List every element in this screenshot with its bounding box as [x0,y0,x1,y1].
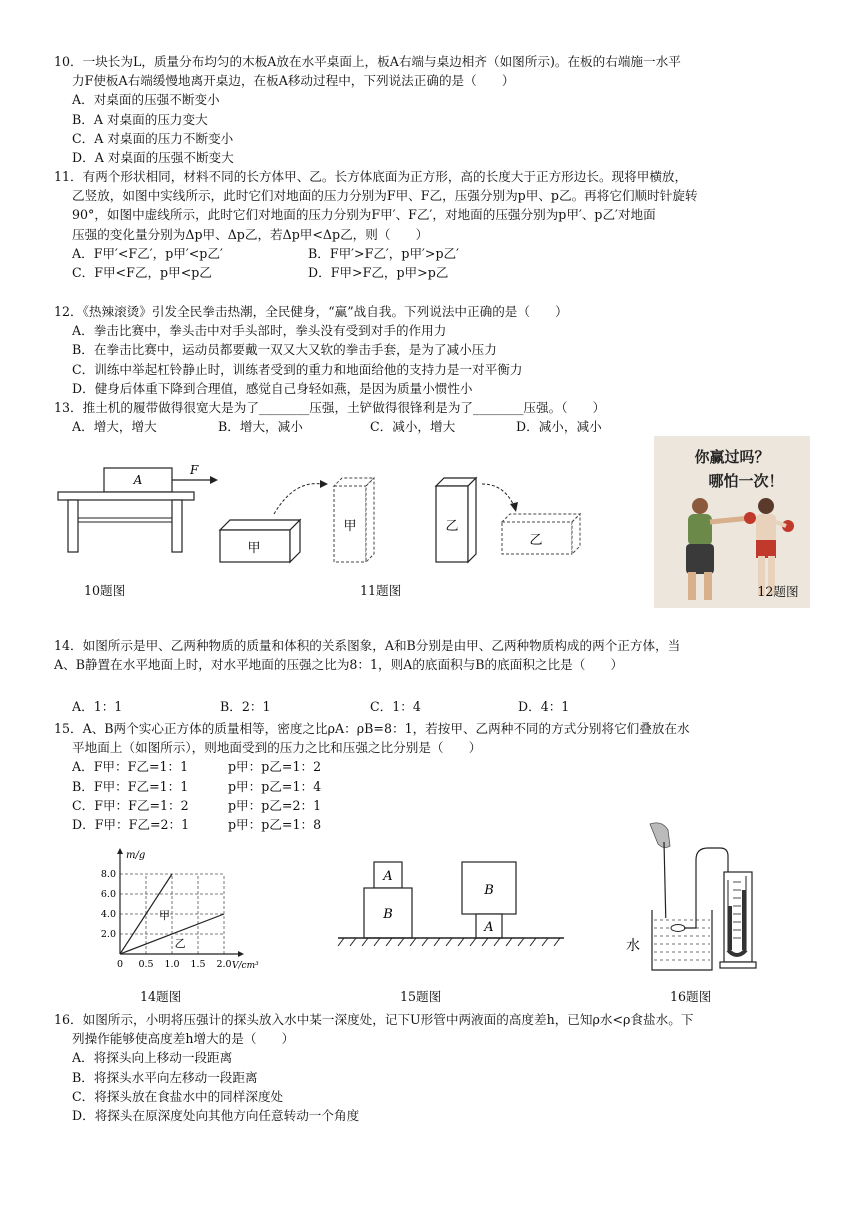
option-b: B．A 对桌面的压力变大 [72,111,208,127]
x-tick-label: 1.0 [164,959,180,970]
option-a: A．对桌面的压强不断变小 [72,92,220,108]
x-axis-arrow [238,951,244,957]
question-text: 16．如图所示，小明将压强计的探头放入水中某一深度处，记下U形管中两液面的高度差h，已知ρ水<ρ食盐水。下 [54,1012,694,1027]
option-d: D．4：1 [518,699,570,714]
option-a [54,757,814,776]
figure-10-table [54,460,224,560]
question-14 [54,636,814,674]
y-axis-label: m/g [126,850,146,861]
option-b [54,777,814,796]
question-text: 列操作能够使高度差h增大的是（ ） [72,1031,295,1047]
question-text: 15．A、B两个实心正方体的质量相等，密度之比ρA：ρB=8：1，若按甲、乙两种不同的方式分别将它们叠放在水 [54,721,690,736]
option-c: C．训练中举起杠铃静止时，训练者受到的重力和地面给他的支持力是一对平衡力 [72,361,523,377]
cube-b-label: B [484,883,494,898]
option-a-force: A．F甲：F乙=1：1 [72,759,189,775]
question-text: A、B静置在水平地面上时，对水平地面的压强之比为8：1，则A的底面积与B的底面积之比是（ ） [54,657,624,673]
y-tick-label: 8.0 [100,869,116,880]
yi-label-rotated: 乙 [529,533,543,548]
options-row [54,697,814,716]
question-text: 力F使板A右端缓慢地离开桌边，在板A移动过程中，下列说法正确的是（ ） [72,73,515,89]
option-d: D．健身后体重下降到合理值，感觉自己身轻如燕，是因为质量小惯性小 [72,380,473,396]
option-b: B．F甲′>F乙′，p甲′>p乙′ [308,245,459,261]
question-text: 平地面上（如图所示），则地面受到的压力之比和压强之比分别是（ ） [72,740,482,756]
options-row [54,244,814,263]
series-label-yi: 乙 [174,937,186,950]
question-12 [54,302,814,398]
figure-11-caption: 11题图 [360,583,402,598]
question-14-options [54,697,814,716]
question-11 [54,167,814,282]
jia-label-rotated: 甲 [343,519,357,534]
cube-b-label: B [383,907,393,922]
figure-14-mv-graph [92,846,262,978]
option-d: D．减小，减小 [516,419,602,435]
question-15 [54,719,814,834]
question-text: 11．有两个形状相同，材料不同的长方体甲、乙。长方体底面为正方形，高的长度大于正方形边长。现将甲横放， [54,169,688,184]
options-row [54,417,814,436]
cube-a-label: A [484,920,494,935]
question-16 [54,1010,814,1125]
option-b: B．将探头水平向左移动一段距离 [72,1069,258,1085]
option-d: D．A 对桌面的压强不断变大 [72,150,234,166]
series-label-jia: 甲 [159,909,170,922]
yi-label: 乙 [445,519,459,534]
figure-16-pressure-gauge [624,820,764,976]
figure-16-caption: 16题图 [670,989,712,1004]
figure-15-stacked-cubes [334,852,568,956]
option-d: D．将探头在原深度处向其他方向任意转动一个角度 [72,1108,360,1124]
option-a: A．F甲′<F乙′，p甲′<p乙′ [72,245,223,261]
x-tick-label: 2.0 [216,959,232,970]
question-10 [54,52,814,167]
option-c: C．1：4 [370,699,421,714]
question-text: 乙竖放，如图中实线所示，此时它们对地面的压力分别为F甲、F乙，压强分别为p甲、p乙。再将它们顺时针旋转 [72,188,698,204]
y-tick-label: 2.0 [100,929,116,940]
question-text: 13．推土机的履带做得很宽大是为了________压强，土铲做得很锋利是为了________压强。（ ） [54,400,606,415]
x-tick-label: 1.5 [190,959,206,970]
option-c-force: C．F甲：F乙=1：2 [72,797,189,813]
option-b: B．在拳击比赛中，运动员都要戴一双又大又软的拳击手套，是为了减小压力 [72,342,497,358]
figure-12-boxing-photo [654,436,810,608]
option-a: A．1：1 [72,699,123,714]
question-13 [54,398,814,436]
y-tick-label: 6.0 [100,889,116,900]
cube-a-label: A [383,869,393,884]
x-tick-label: 0.5 [138,959,154,970]
option-c: C．A 对桌面的压力不断变小 [72,130,234,146]
question-text: 12．《热辣滚烫》引发全民拳击热潮，全民健身，“赢”战自我。下列说法中正确的是（ ） [54,304,568,319]
figure-14-caption: 14题图 [140,989,182,1004]
question-text: 14．如图所示是甲、乙两种物质的质量和体积的关系图象，A和B分别是由甲、乙两种物质构成的两个正方体，当 [54,638,681,653]
figure-15-caption: 15题图 [400,989,442,1004]
slogan-line-1: 你赢过吗？ [694,448,770,466]
y-tick-label: 4.0 [100,909,116,920]
block-a-label: A [133,473,143,487]
option-c: C．将探头放在食盐水中的同样深度处 [72,1088,284,1104]
option-a-pressure: p甲：p乙=1：2 [228,759,322,775]
option-c [54,796,814,815]
option-b-force: B．F甲：F乙=1：1 [72,778,189,794]
figure-12-caption: 12题图 [757,584,799,599]
option-c-pressure: p甲：p乙=2：1 [228,797,322,813]
option-a: A．拳击比赛中，拳头击中对手头部时，拳头没有受到对手的作用力 [72,323,447,339]
force-f-label: F [190,463,199,477]
option-a: A．增大，增大 [72,419,157,435]
option-b-pressure: p甲：p乙=1：4 [228,778,322,794]
option-d-pressure: p甲：p乙=1：8 [228,817,322,833]
figure-11-blocks [214,470,594,570]
question-text: 压强的变化量分别为Δp甲、Δp乙，若Δp甲<Δp乙，则（ ） [72,226,429,242]
x-axis-label: V/cm³ [232,961,259,971]
water-label: 水 [626,938,640,954]
option-a: A．将探头向上移动一段距离 [72,1050,233,1066]
x-tick-label: 0 [116,959,124,970]
option-c: C．F甲<F乙，p甲<p乙 [72,265,212,281]
option-d-force: D．F甲：F乙=2：1 [72,817,190,833]
option-d: D．F甲>F乙，p甲>p乙 [308,265,449,281]
figure-10-caption: 10题图 [84,583,126,598]
options-row [54,263,814,282]
question-text: 10．一块长为L，质量分布均匀的木板A放在水平桌面上，板A右端与桌边相齐（如图所示)。在板的右端施一水平 [54,54,681,69]
option-c: C．减小，增大 [370,419,456,435]
jia-label: 甲 [247,541,261,556]
y-axis-arrow [117,848,123,854]
option-b: B．增大，减小 [218,419,303,435]
slogan-line-2: 哪怕一次！ [708,472,784,490]
question-text: 90°，如图中虚线所示，此时它们对地面的压力分别为F甲′、F乙′，对地面的压强分别为p甲′、p乙′对地面 [72,207,656,223]
option-b: B．2：1 [220,699,271,714]
